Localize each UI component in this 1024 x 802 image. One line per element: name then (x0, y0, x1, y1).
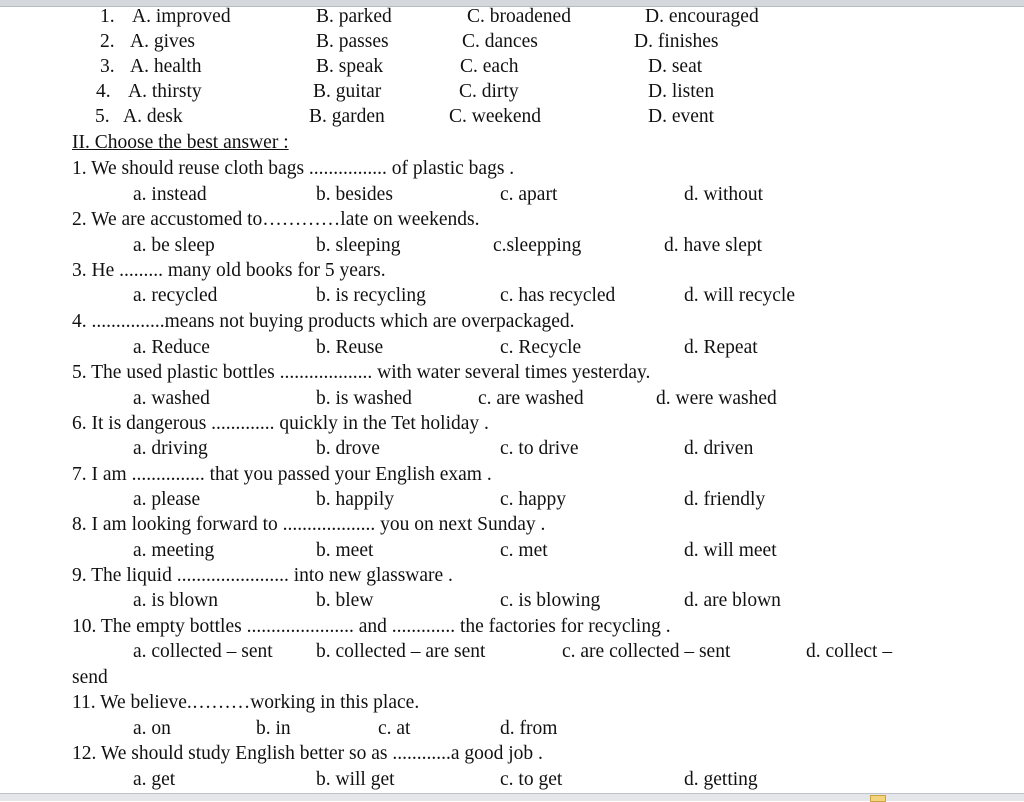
answer-a: a. please (133, 489, 201, 510)
answer-d: d. were washed (656, 388, 777, 409)
question-stem (0, 207, 1024, 232)
question-text: 12. We should study English better so as ............a good job . (72, 743, 543, 764)
question-stem (0, 462, 1024, 487)
answer-c: c. met (500, 540, 548, 561)
answer-b: b. meet (316, 540, 374, 561)
question-stem (0, 690, 1024, 715)
answer-a: a. be sleep (133, 235, 215, 256)
answer-c: c. to drive (500, 438, 579, 459)
option-a: A. thirsty (128, 81, 202, 102)
answer-d: d. are blown (684, 590, 781, 611)
answer-c: c. are washed (478, 388, 584, 409)
answer-d: d. getting (684, 769, 758, 790)
section-heading (0, 130, 1024, 155)
answer-a: a. get (133, 769, 176, 790)
answer-c: c. at (378, 718, 411, 739)
answer-d: d. will recycle (684, 285, 795, 306)
answer-a: a. washed (133, 388, 210, 409)
answer-c: c. is blowing (500, 590, 601, 611)
question-stem (0, 563, 1024, 588)
answer-b: b. is washed (316, 388, 412, 409)
answer-d: d. Repeat (684, 337, 758, 358)
answer-b: b. blew (316, 590, 374, 611)
item-number: 2. (100, 31, 115, 52)
option-a: A. desk (123, 106, 183, 127)
option-d: D. seat (648, 56, 703, 77)
answer-options (0, 588, 1024, 613)
answer-d: d. without (684, 184, 764, 205)
option-b: B. parked (316, 6, 392, 27)
answer-d: d. driven (684, 438, 754, 459)
answer-continuation (0, 665, 1024, 690)
question-stem (0, 614, 1024, 639)
answer-c: c.sleepping (493, 235, 582, 256)
option-b: B. speak (316, 56, 384, 77)
question-stem (0, 411, 1024, 436)
option-d: D. finishes (634, 31, 719, 52)
question-text: 3. He ......... many old books for 5 years. (72, 260, 386, 281)
option-a: A. health (130, 56, 202, 77)
question-stem (0, 258, 1024, 283)
question-text: 1. We should reuse cloth bags ................ of plastic bags . (72, 158, 515, 179)
item-number: 3. (100, 56, 115, 77)
option-c: C. weekend (449, 106, 542, 127)
item-number: 1. (100, 6, 115, 27)
answer-d: d. have slept (664, 235, 763, 256)
question-text: 6. It is dangerous ............. quickly in the Tet holiday . (72, 413, 489, 434)
question-stem (0, 360, 1024, 385)
answer-options (0, 639, 1024, 664)
section-title: II. Choose the best answer : (72, 132, 289, 153)
question-stem (0, 741, 1024, 766)
answer-a: a. instead (133, 184, 207, 205)
answer-options (0, 386, 1024, 411)
answer-options (0, 335, 1024, 360)
item-number: 4. (96, 81, 111, 102)
answer-b: b. will get (316, 769, 395, 790)
question-stem (0, 156, 1024, 181)
answer-b: b. besides (316, 184, 393, 205)
option-a: A. gives (130, 31, 195, 52)
pronunciation-row (0, 54, 1024, 79)
answer-c: c. has recycled (500, 285, 616, 306)
answer-options (0, 538, 1024, 563)
option-a: A. improved (132, 6, 231, 27)
answer-b: b. Reuse (316, 337, 384, 358)
answer-d: d. friendly (684, 489, 766, 510)
question-text: 8. I am looking forward to ................... you on next Sunday . (72, 514, 546, 535)
answer-b: b. collected – are sent (316, 641, 486, 662)
answer-c: c. to get (500, 769, 563, 790)
item-number: 5. (95, 106, 110, 127)
answer-b: b. drove (316, 438, 380, 459)
question-text: 2. We are accustomed to…………late on weekends. (72, 209, 480, 230)
option-c: C. dirty (459, 81, 519, 102)
status-bar-marker (870, 795, 886, 802)
question-text: 4. ...............means not buying products which are overpackaged. (72, 311, 575, 332)
answer-a: a. meeting (133, 540, 215, 561)
question-text: 7. I am ............... that you passed your English exam . (72, 464, 492, 485)
answer-options (0, 283, 1024, 308)
pronunciation-row (0, 79, 1024, 104)
answer-options (0, 716, 1024, 741)
option-c: C. each (460, 56, 519, 77)
answer-d: d. collect – (806, 641, 893, 662)
option-c: C. broadened (467, 6, 571, 27)
answer-options (0, 436, 1024, 461)
option-d: D. event (648, 106, 715, 127)
answer-c: c. apart (500, 184, 558, 205)
answer-b: b. in (256, 718, 291, 739)
option-d: D. encouraged (645, 6, 759, 27)
pronunciation-row (0, 104, 1024, 129)
question-stem (0, 309, 1024, 334)
answer-a: a. driving (133, 438, 208, 459)
answer-d-continued: send (72, 667, 108, 688)
answer-a: a. Reduce (133, 337, 210, 358)
option-d: D. listen (648, 81, 715, 102)
question-stem (0, 512, 1024, 537)
answer-options (0, 233, 1024, 258)
answer-b: b. is recycling (316, 285, 426, 306)
option-c: C. dances (462, 31, 538, 52)
option-b: B. garden (309, 106, 385, 127)
answer-b: b. happily (316, 489, 394, 510)
answer-a: a. is blown (133, 590, 219, 611)
question-text: 9. The liquid ....................... into new glassware . (72, 565, 453, 586)
pronunciation-row (0, 29, 1024, 54)
answer-options (0, 487, 1024, 512)
answer-b: b. sleeping (316, 235, 401, 256)
answer-a: a. collected – sent (133, 641, 273, 662)
question-text: 5. The used plastic bottles ................... with water several times yesterday. (72, 362, 651, 383)
answer-c: c. happy (500, 489, 567, 510)
answer-d: d. from (500, 718, 558, 739)
answer-a: a. on (133, 718, 171, 739)
answer-options (0, 767, 1024, 792)
answer-d: d. will meet (684, 540, 777, 561)
question-text: 10. The empty bottles ...................... and ............. the factories for recycling . (72, 616, 671, 637)
option-b: B. passes (316, 31, 389, 52)
option-b: B. guitar (313, 81, 382, 102)
answer-c: c. are collected – sent (562, 641, 731, 662)
answer-a: a. recycled (133, 285, 218, 306)
answer-options (0, 182, 1024, 207)
question-text: 11. We believe.………working in this place. (72, 692, 420, 713)
answer-c: c. Recycle (500, 337, 582, 358)
pronunciation-row (0, 4, 1024, 29)
